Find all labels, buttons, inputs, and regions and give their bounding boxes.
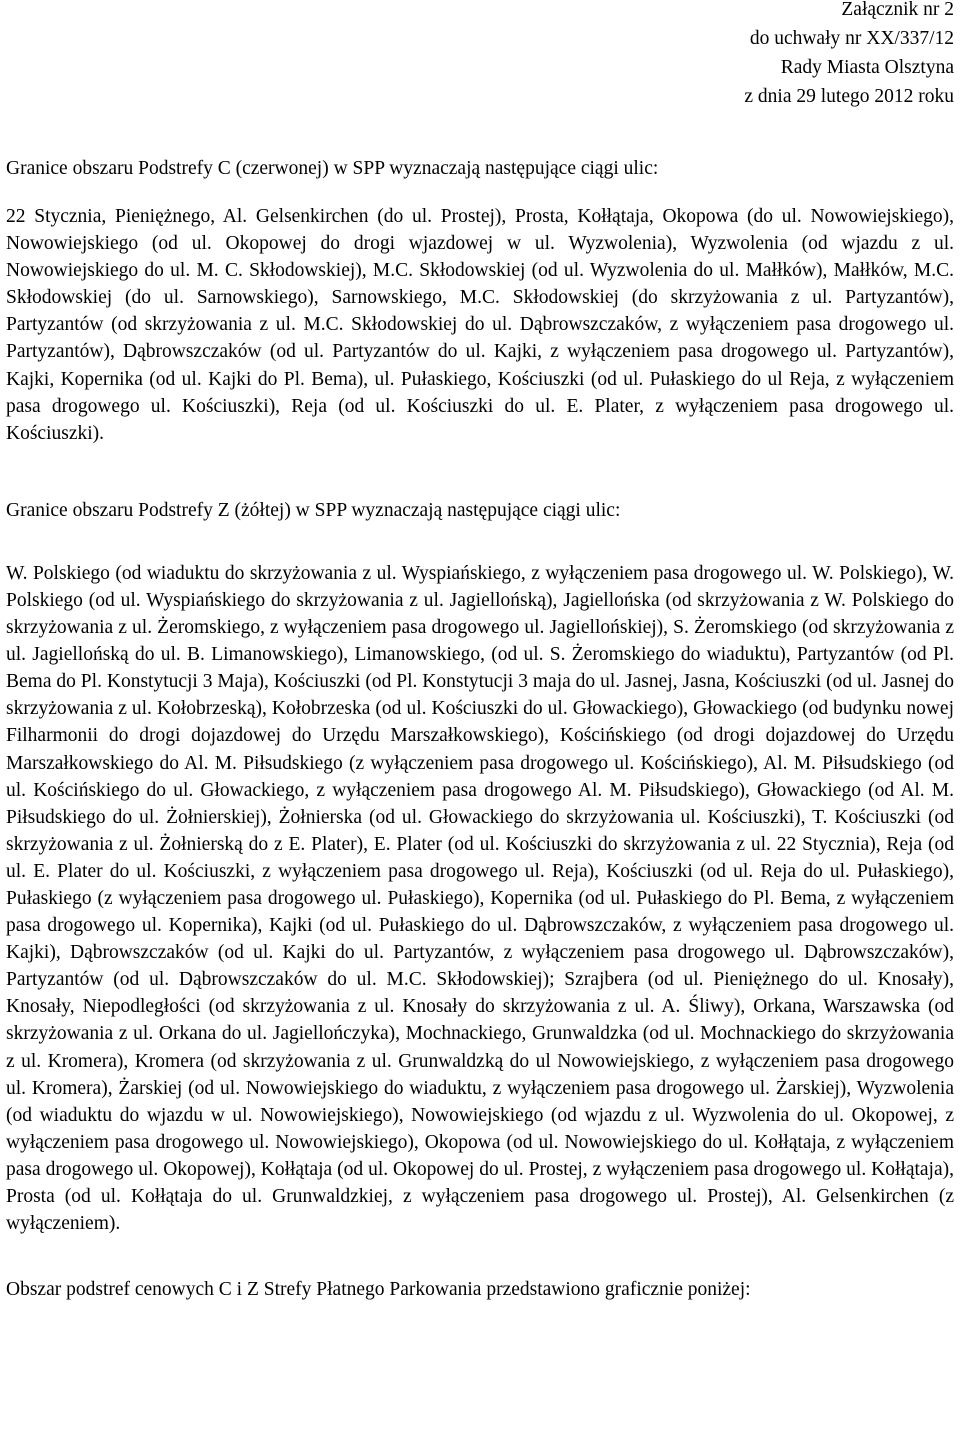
- section-z-streets: W. Polskiego (od wiaduktu do skrzyżowania z ul. Wyspiańskiego, z wyłączeniem pasa drogowego ul. W. Polskiego), W. Polskiego (od ul. Wyspiańskiego do skrzyżowania z ul. Jagiellońską), Jagiellońska (od skrzyżowania z W. Polskiego do skrzyżowania z ul. Żeromskiego, z wyłączeniem pasa drogowego ul. Jagiellońskiej), S. Żeromskiego (od skrzyżowania z ul. Jagiellońską do ul. B. Limanowskiego), Limanowskiego, (od ul. S. Żeromskiego do wiaduktu), Partyzantów (od Pl. Bema do Pl. Konstytucji 3 Maja), Kościuszki (od Pl. Konstytucji 3 maja do ul. Jasnej, Jasna, Kościuszki (od ul. Jasnej do skrzyżowania z ul. Kołobrzeską), Kołobrzeska (od ul. Kościuszki do ul. Głowackiego), Głowackiego (od budynku nowej Filharmonii do drogi dojazdowej do Urzędu Marszałkowskiego), Kościńskiego (od drogi dojazdowej do Urzędu Marszałkowskiego do Al. M. Piłsudskiego (z wyłączeniem pasa drogowego ul. Kościńskiego), Al. M. Piłsudskiego (od ul. Kościńskiego do ul. Głowackiego, z wyłączeniem pasa drogowego Al. M. Piłsudskiego), Głowackiego (od Al. M. Piłsudskiego do ul. Żołnierskiej), Żołnierska (od ul. Głowackiego do skrzyżowania ul. Kościuszki), T. Kościuszki (od skrzyżowania z ul. Żołnierską do z E. Plater), E. Plater (od ul. Kościuszki do skrzyżowania z ul. 22 Stycznia), Reja (od ul. E. Plater do ul. Kościuszki, z wyłączeniem pasa drogowego ul. Reja), Kościuszki (od ul. Reja do ul. Pułaskiego), Pułaskiego (z wyłączeniem pasa drogowego ul. Pułaskiego), Kopernika (od ul. Pułaskiego do Pl. Bema, z wyłączeniem pasa drogowego ul. Kopernika), Kajki (od ul. Pułaskiego do ul. Dąbrowszczaków, z wyłączeniem pasa drogowego ul. Kajki), Dąbrowszczaków (od ul. Kajki do ul. Partyzantów, z wyłączeniem pasa drogowego ul. Dąbrowszczaków), Partyzantów (od ul. Dąbrowszczaków do ul. M.C. Skłodowskiej); Szrajbera (od ul. Pieniężnego do ul. Knosały), Knosały, Niepodległości (od skrzyżowania z ul. Knosały do skrzyżowania z ul. A. Śliwy), Orkana, Warszawska (od skrzyżowania z ul. Orkana do ul. Jagiellończyka), Mochnackiego, Grunwaldzka (od ul. Mochnackiego do skrzyżowania z ul. Kromera), Kromera (od skrzyżowania z ul. Grunwaldzką do ul Nowowiejskiego, z wyłączeniem pasa drogowego ul. Kromera), Żarskiej (od ul. Nowowiejskiego do wiaduktu, z wyłączeniem pasa drogowego ul. Żarskiej), Wyzwolenia (od wiaduktu do wjazdu w ul. Nowowiejskiego), Nowowiejskiego (od wjazdu z ul. Wyzwolenia do ul. Okopowej, z wyłączeniem pasa drogowego ul. Nowowiejskiego), Okopowa (od ul. Nowowiejskiego do ul. Kołłątaja, z wyłączeniem pasa drogowego ul. Okopowej), Kołłątaja (od ul. Okopowej do ul. Prostej, z wyłączeniem pasa drogowego ul. Kołłątaja), Prosta (od ul. Kołłątaja do ul. Grunwaldzkiej, z wyłączeniem pasa drogowego ul. Prostej), Al. Gelsenkirchen (z wyłączeniem).: [6, 562, 954, 1235]
- attachment-number: Załącznik nr 2: [841, 0, 954, 20]
- section-z-heading: Granice obszaru Podstrefy Z (żółtej) w SPP wyznaczają następujące ciągi ulic:: [6, 499, 621, 521]
- resolution-number: do uchwały nr XX/337/12: [749, 28, 954, 49]
- map-intro-text: Obszar podstref cenowych C i Z Strefy Płatnego Parkowania przedstawiono graficznie poniżej:: [6, 1279, 751, 1301]
- section-c-streets: 22 Stycznia, Pieniężnego, Al. Gelsenkirchen (do ul. Prostej), Prosta, Kołłątaja, Okopowa (do ul. Nowowiejskiego), Nowowiejskiego (od ul. Okopowej do drogi wjazdowej w ul. Wyzwolenia), Wyzwolenia (od wjazdu z ul. Nowowiejskiego do ul. M. C. Skłodowskiej), M.C. Skłodowskiej (od ul. Wyzwolenia do ul. Małłków), Małłków, M.C. Skłodowskiej (do ul. Sarnowskiego), Sarnowskiego, M.C. Skłodowskiej (do skrzyżowania z ul. Partyzantów), Partyzantów (od skrzyżowania z ul. M.C. Skłodowskiej do ul. Dąbrowszczaków, z wyłączeniem pasa drogowego ul. Partyzantów), Dąbrowszczaków (od ul. Partyzantów do ul. Kajki, z wyłączeniem pasa drogowego ul. Partyzantów), Kajki, Kopernika (od ul. Kajki do Pl. Bema), ul. Pułaskiego, Kościuszki (od ul. Pułaskiego do ul Reja, z wyłączeniem pasa drogowego ul. Kościuszki), Reja (od ul. Kościuszki do ul. E. Plater, z wyłączeniem pasa drogowego ul. Kościuszki).: [6, 206, 954, 444]
- section-c-heading: Granice obszaru Podstrefy C (czerwonej) w SPP wyznaczają następujące ciągi ulic:: [6, 158, 659, 179]
- council-name: Rady Miasta Olsztyna: [780, 57, 954, 78]
- resolution-date: z dnia 29 lutego 2012 roku: [744, 86, 954, 107]
- attachment-header: [6, 0, 954, 111]
- document-page: [6, 0, 954, 1303]
